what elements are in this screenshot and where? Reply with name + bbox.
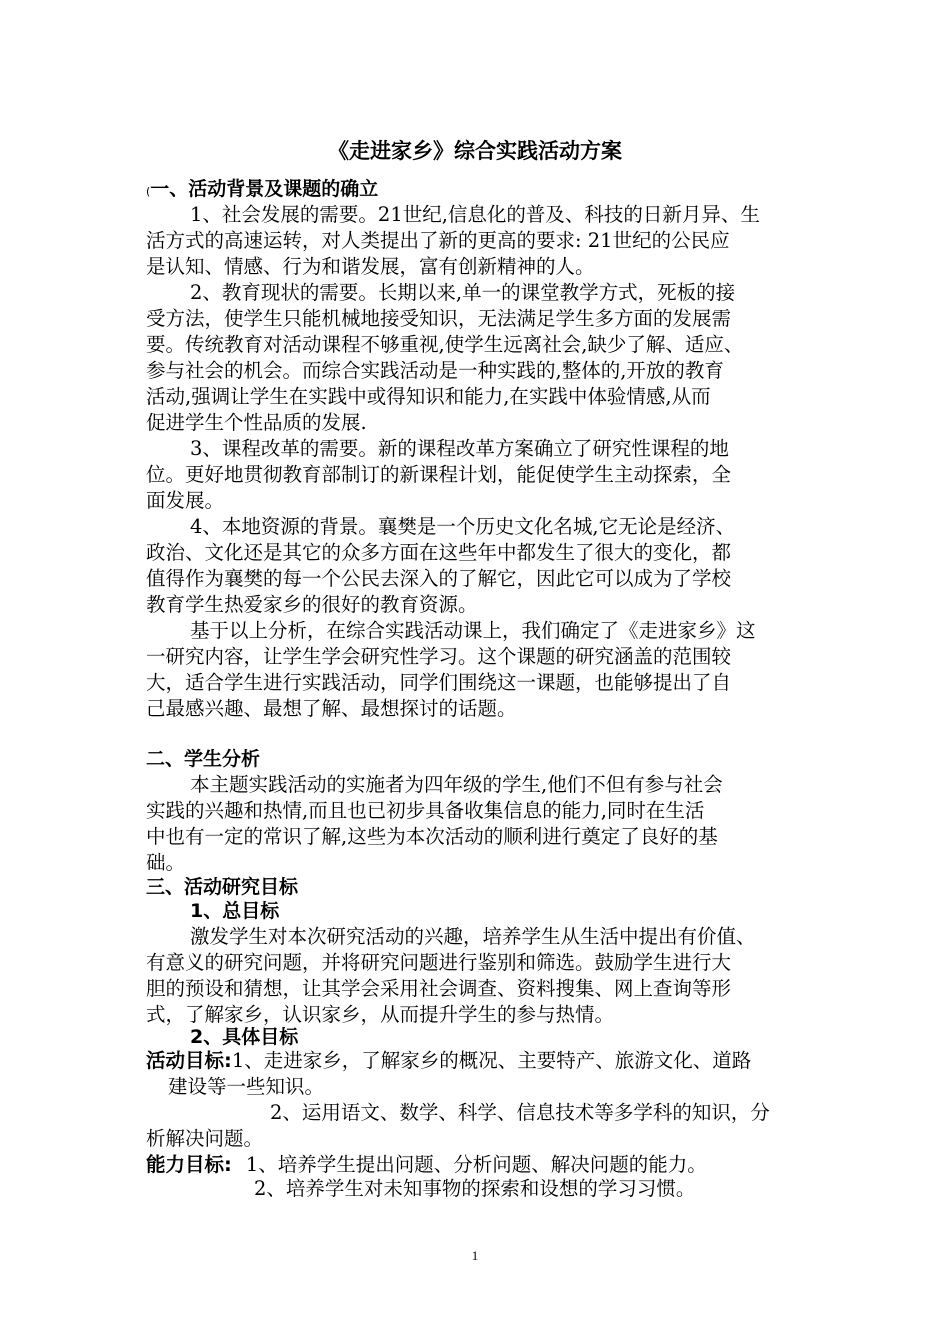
s1-p2-line: 参与社会的机会。而综合实践活动是一种实践的,整体的,开放的教育 [146,359,724,382]
activity-goal-line: 析解决问题。 [146,1127,264,1150]
activity-goal-line: 活动目标:1、走进家乡，了解家乡的概况、主要特产、旅游文化、道路 [146,1049,752,1072]
section3-heading: 三、活动研究目标 [146,876,299,898]
s1-p5-line: 己最感兴趣、最想了解、最想探讨的话题。 [146,697,517,720]
s1-p3-line: 面发展。 [146,489,225,512]
s3-p1-line: 有意义的研究问题，并将研究问题进行鉴别和筛选。鼓励学生进行大 [146,951,732,974]
ability-goal-line: 2、培养学生对未知事物的探索和设想的学习习惯。 [254,1177,696,1200]
s1-p1-line: 是认知、情感、行为和谐发展，富有创新精神的人。 [146,255,595,278]
s1-p3-line: 3、课程改革的需要。新的课程改革方案确立了研究性课程的地 [190,437,729,460]
activity-goal-label: 活动目标: [146,1049,232,1072]
ability-goal-label: 能力目标: [146,1153,232,1176]
specific-goal-heading: 2、具体目标 [190,1026,299,1048]
s1-p1-line: 1、社会发展的需要。21世纪,信息化的普及、科技的日新月异、生 [190,203,760,226]
s1-p4-line: 4、本地资源的背景。襄樊是一个历史文化名城,它无论是经济、 [190,515,736,538]
ability-goal-line: 能力目标: 1、培养学生提出问题、分析问题、解决问题的能力。 [146,1153,707,1176]
s1-p5-line: 大，适合学生进行实践活动，同学们围绕这一课题，也能够提出了自 [146,671,732,694]
s1-p4-line: 教育学生热爱家乡的很好的教育资源。 [146,593,478,616]
general-goal-heading: 1、总目标 [190,900,280,922]
s2-p1-line: 本主题实践活动的实施者为四年级的学生,他们不但有参与社会 [190,773,723,796]
s3-p1-line: 激发学生对本次研究活动的兴趣，培养学生从生活中提出有价值、 [190,925,756,948]
s1-p2-line: 2、教育现状的需要。长期以来,单一的课堂教学方式，死板的接 [190,281,736,304]
s1-p4-line: 值得作为襄樊的每一个公民去深入的了解它，因此它可以成为了学校 [146,567,732,590]
activity-goal-line: 建设等一些知识。 [168,1075,325,1098]
page-number: 1 [471,1248,479,1263]
s1-p5-line: 基于以上分析，在综合实践活动课上，我们确定了《走进家乡》这 [190,619,756,642]
s1-p4-line: 政治、文化还是其它的众多方面在这些年中都发生了很大的变化，都 [146,541,732,564]
s1-p2-line: 促进学生个性品质的发展. [146,411,367,434]
s2-p1-line: 中也有一定的常识了解,这些为本次活动的顺利进行奠定了良好的基 [146,825,718,848]
activity-goal-line: 2、运用语文、数学、科学、信息技术等多学科的知识，分 [270,1101,770,1124]
s1-p1-line: 活方式的高速运转，对人类提出了新的更高的要求: 21世纪的公民应 [146,229,730,252]
s2-p1-line: 实践的兴趣和热情,而且也已初步具备收集信息的能力,同时在生活 [146,799,705,822]
s1-p2-line: 受方法，使学生只能机械地接受知识，无法满足学生多方面的发展需 [146,307,732,330]
s1-p2-line: 要。传统教育对活动课程不够重视,使学生远离社会,缺少了解、适应、 [146,333,744,356]
s1-p2-line: 活动,强调让学生在实践中或得知识和能力,在实践中体验情感,从而 [146,385,711,408]
s1-p3-line: 位。更好地贯彻教育部制订的新课程计划，能促使学生主动探索，全 [146,463,732,486]
section1-heading: (一、活动背景及课题的确立 [146,178,379,200]
s3-p1-line: 式，了解家乡，认识家乡，从而提升学生的参与热情。 [146,1003,615,1026]
s1-p5-line: 一研究内容，让学生学会研究性学习。这个课题的研究涵盖的范围较 [146,645,732,668]
s3-p1-line: 胆的预设和猜想，让其学会采用社会调查、资料搜集、网上查询等形 [146,977,732,1000]
section2-heading: 二、学生分析 [146,748,261,770]
document-title: 《走进家乡》综合实践活动方案 [328,139,622,163]
section1-prefix: ( [146,185,151,198]
s2-p1-line: 础。 [146,851,186,874]
